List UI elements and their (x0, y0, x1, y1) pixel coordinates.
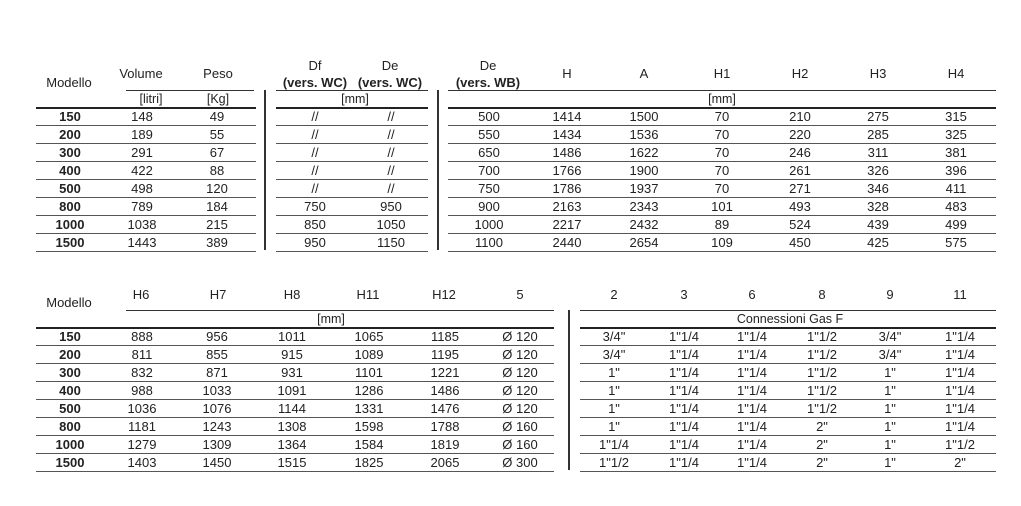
table-cell: 1486 (552, 145, 582, 160)
table-cell: Ø 120 (502, 347, 538, 362)
table-cell: 1076 (202, 401, 232, 416)
table-cell: 109 (711, 235, 733, 250)
table-cell: 67 (209, 145, 225, 160)
header-h8: H8 (283, 287, 301, 302)
table-cell: 1286 (354, 383, 384, 398)
table-cell: 2432 (629, 217, 659, 232)
table-cell: 1" (608, 419, 620, 434)
table-cell: 750 (478, 181, 500, 196)
table-cell: 2217 (552, 217, 582, 232)
table-cell: 2440 (552, 235, 582, 250)
column-separator (264, 90, 266, 250)
table-cell: 411 (945, 181, 967, 196)
table-cell: 1766 (552, 163, 582, 178)
table-cell: 1185 (431, 329, 459, 344)
table-cell: 70 (714, 145, 730, 160)
table-cell: 49 (209, 109, 225, 124)
table-cell: 1"1/4 (945, 347, 975, 362)
table-cell: 1308 (277, 419, 307, 434)
header-de-wb: De (479, 58, 497, 73)
header-rule (126, 310, 554, 311)
header-6: 6 (748, 287, 756, 302)
table-cell: 3/4" (602, 329, 626, 344)
table-cell: 1"1/4 (945, 365, 975, 380)
table-cell: 1515 (277, 455, 307, 470)
table-cell: 1825 (354, 455, 384, 470)
table-cell: 1414 (552, 109, 582, 124)
table-cell: 1" (884, 401, 896, 416)
table-cell: 1"1/4 (737, 329, 767, 344)
table-cell: Ø 120 (502, 401, 538, 416)
table-cell: 1" (884, 383, 896, 398)
header-h1: H1 (713, 66, 731, 81)
header-rule (276, 90, 428, 91)
table-cell: 1" (884, 437, 896, 452)
table-cell: 311 (867, 145, 889, 160)
header-df: Df (308, 58, 322, 73)
table-cell: 1221 (430, 365, 460, 380)
table-cell: 70 (714, 181, 730, 196)
table-cell: 931 (281, 365, 303, 380)
table-cell: 120 (206, 181, 228, 196)
table-cell: 2065 (430, 455, 460, 470)
table-cell: 1"1/4 (737, 401, 767, 416)
table-cell: 1" (608, 401, 620, 416)
header-5: 5 (516, 287, 524, 302)
model-cell: 1500 (55, 235, 85, 250)
table-cell: 215 (206, 217, 228, 232)
table-cell: 1309 (202, 437, 232, 452)
table-cell: 500 (478, 109, 500, 124)
table-cell: 328 (867, 199, 889, 214)
table-cell: Ø 300 (502, 455, 538, 470)
table-cell: 1"1/4 (737, 365, 767, 380)
unit-litri: [litri] (139, 92, 163, 106)
table-cell: 811 (131, 347, 153, 362)
table-cell: 700 (478, 163, 500, 178)
header-h7: H7 (209, 287, 227, 302)
header-2: 2 (610, 287, 618, 302)
table-cell: 1"1/2 (807, 329, 837, 344)
table-cell: 1"1/2 (807, 347, 837, 362)
table-cell: 1181 (128, 419, 156, 434)
table-cell: 1144 (278, 401, 306, 416)
table-cell: 3/4" (878, 329, 902, 344)
table-cell: 101 (711, 199, 733, 214)
table-cell: 1584 (354, 437, 384, 452)
header-h11: H11 (356, 287, 380, 302)
header-3: 3 (680, 287, 688, 302)
table-cell: 1"1/2 (807, 383, 837, 398)
model-cell: 300 (59, 365, 81, 380)
table-cell: 1"1/4 (669, 455, 699, 470)
table-cell: 1" (884, 455, 896, 470)
table-cell: 1"1/4 (945, 329, 975, 344)
table-cell: // (387, 127, 395, 142)
header-df-sub: (vers. WC) (282, 75, 348, 90)
table-cell: 325 (945, 127, 967, 142)
header-volume: Volume (119, 66, 163, 81)
header-h6: H6 (132, 287, 150, 302)
table-cell: 2" (816, 455, 828, 470)
table-cell: 1486 (430, 383, 460, 398)
table-cell: 1"1/4 (737, 383, 767, 398)
unit-connessioni-gas: Connessioni Gas F (736, 312, 844, 326)
table-cell: 1"1/4 (669, 365, 699, 380)
table-cell: 1"1/4 (737, 437, 767, 452)
table-cell: Ø 120 (502, 383, 538, 398)
table-cell: 1"1/4 (737, 455, 767, 470)
table-cell: 915 (281, 347, 303, 362)
table-cell: 3/4" (602, 347, 626, 362)
table-cell: 1243 (202, 419, 232, 434)
table-cell: 1937 (629, 181, 659, 196)
table-cell: 1" (608, 383, 620, 398)
table-cell: Ø 160 (502, 437, 538, 452)
unit-kg: [Kg] (206, 92, 230, 106)
table-cell: 1038 (127, 217, 157, 232)
unit-mm: [mm] (317, 312, 345, 326)
table-cell: Ø 160 (502, 419, 538, 434)
table-cell: 1"1/4 (945, 419, 975, 434)
model-cell: 300 (59, 145, 81, 160)
table-cell: // (387, 163, 395, 178)
table-cell: 88 (209, 163, 225, 178)
table-cell: 575 (945, 235, 967, 250)
header-9: 9 (886, 287, 894, 302)
table-cell: 483 (945, 199, 967, 214)
table-cell: 315 (945, 109, 967, 124)
table-cell: 220 (789, 127, 811, 142)
table-cell: 1"1/2 (807, 401, 837, 416)
table-cell: 1" (608, 365, 620, 380)
table-cell: 1091 (277, 383, 307, 398)
table-cell: 1011 (278, 329, 306, 344)
table-cell: 1033 (202, 383, 232, 398)
table-cell: 2163 (552, 199, 582, 214)
table-cell: 1150 (377, 235, 405, 250)
table-cell: 422 (131, 163, 153, 178)
table-cell: 326 (867, 163, 889, 178)
table-cell: 1403 (127, 455, 157, 470)
header-h4: H4 (947, 66, 965, 81)
table-cell: 832 (131, 365, 153, 380)
table-cell: 246 (789, 145, 811, 160)
table-cell: 291 (131, 145, 153, 160)
table-cell: 1089 (354, 347, 384, 362)
table-cell: 70 (714, 127, 730, 142)
table-cell: 2343 (629, 199, 659, 214)
model-cell: 150 (59, 109, 81, 124)
table-cell: 381 (945, 145, 967, 160)
header-de-wc: De (381, 58, 399, 73)
header-modello: Modello (46, 295, 92, 310)
model-cell: 1500 (55, 455, 85, 470)
table-cell: 1"1/4 (599, 437, 629, 452)
column-separator (568, 310, 570, 470)
table-cell: 425 (867, 235, 889, 250)
table-cell: 900 (478, 199, 500, 214)
header-de-wb-sub: (vers. WB) (455, 75, 521, 90)
header-h2: H2 (791, 66, 809, 81)
table-cell: 2" (816, 419, 828, 434)
table-cell: 55 (209, 127, 225, 142)
table-cell: 1364 (277, 437, 307, 452)
header-modello: Modello (46, 75, 92, 90)
model-cell: 200 (59, 347, 81, 362)
table-cell: 1000 (474, 217, 504, 232)
table-cell: 1"1/4 (669, 437, 699, 452)
header-8: 8 (818, 287, 826, 302)
table-cell: 70 (714, 163, 730, 178)
table-cell: 275 (867, 109, 889, 124)
table-cell: // (387, 145, 395, 160)
table-cell: 1786 (552, 181, 582, 196)
table-cell: 189 (131, 127, 153, 142)
table-cell: 261 (789, 163, 811, 178)
header-h3: H3 (869, 66, 887, 81)
model-cell: 800 (59, 199, 81, 214)
table-cell: 1036 (127, 401, 157, 416)
table-cell: // (387, 109, 395, 124)
table-cell: 950 (304, 235, 326, 250)
model-cell: 1000 (55, 217, 85, 232)
header-h: H (562, 66, 572, 81)
model-cell: 400 (59, 383, 81, 398)
table-cell: 855 (206, 347, 228, 362)
table-cell: 1"1/4 (945, 401, 975, 416)
table-cell: // (311, 145, 319, 160)
table-cell: // (311, 109, 319, 124)
model-cell: 1000 (55, 437, 85, 452)
header-rule (580, 310, 996, 311)
table-cell: 1331 (354, 401, 384, 416)
table-cell: 988 (131, 383, 153, 398)
table-cell: 1900 (629, 163, 659, 178)
table-cell: 1"1/4 (669, 347, 699, 362)
model-cell: 400 (59, 163, 81, 178)
model-cell: 500 (59, 181, 81, 196)
header-rule (126, 90, 254, 91)
table-cell: 2" (954, 455, 966, 470)
table-cell: 888 (131, 329, 153, 344)
table-cell: 1" (884, 365, 896, 380)
model-cell: 800 (59, 419, 81, 434)
table-cell: Ø 120 (502, 329, 538, 344)
table-cell: 1819 (430, 437, 460, 452)
table-cell: 1"1/2 (807, 365, 837, 380)
table-cell: 1450 (202, 455, 232, 470)
table-cell: 1536 (629, 127, 659, 142)
table-cell: 346 (867, 181, 889, 196)
header-de-wc-sub: (vers. WC) (357, 75, 423, 90)
table-cell: 2" (816, 437, 828, 452)
table-cell: 285 (867, 127, 889, 142)
table-cell: 1"1/4 (945, 383, 975, 398)
table-cell: 271 (789, 181, 811, 196)
model-cell: 200 (59, 127, 81, 142)
table-cell: // (311, 181, 319, 196)
table-cell: 1065 (354, 329, 384, 344)
header-11: 11 (953, 287, 967, 302)
table-cell: 396 (945, 163, 967, 178)
table-cell: 499 (945, 217, 967, 232)
header-rule (448, 90, 996, 91)
table-cell: 789 (131, 199, 153, 214)
table-cell: Ø 120 (502, 365, 538, 380)
table-cell: 550 (478, 127, 500, 142)
table-cell: 1"1/4 (669, 401, 699, 416)
table-cell: 1"1/4 (737, 419, 767, 434)
table-cell: 1"1/4 (669, 329, 699, 344)
column-separator (437, 90, 439, 250)
table-cell: 1101 (355, 365, 383, 380)
table-cell: 70 (714, 109, 730, 124)
table-cell: 1050 (376, 217, 406, 232)
table-cell: // (311, 163, 319, 178)
table-cell: 650 (478, 145, 500, 160)
table-cell: 1788 (430, 419, 460, 434)
unit-mm: [mm] (341, 92, 369, 106)
table-cell: // (311, 127, 319, 142)
model-cell: 500 (59, 401, 81, 416)
header-peso: Peso (203, 66, 233, 81)
table-cell: 1"1/2 (599, 455, 629, 470)
table-cell: 750 (304, 199, 326, 214)
table-cell: 871 (206, 365, 228, 380)
table-cell: 956 (206, 329, 228, 344)
table-cell: 148 (131, 109, 153, 124)
table-cell: 950 (380, 199, 402, 214)
table-cell: // (387, 181, 395, 196)
table-cell: 450 (789, 235, 811, 250)
table-cell: 3/4" (878, 347, 902, 362)
table-cell: 850 (304, 217, 326, 232)
header-a: A (639, 66, 649, 81)
table-cell: 1598 (354, 419, 384, 434)
table-cell: 1"1/2 (945, 437, 975, 452)
table-cell: 1476 (430, 401, 460, 416)
table-cell: 210 (789, 109, 811, 124)
table-cell: 1100 (475, 235, 503, 250)
table-cell: 1434 (552, 127, 582, 142)
table-cell: 439 (867, 217, 889, 232)
table-cell: 1"1/4 (669, 419, 699, 434)
table-cell: 1" (884, 419, 896, 434)
table-cell: 89 (714, 217, 730, 232)
model-cell: 150 (59, 329, 81, 344)
table-cell: 1500 (629, 109, 659, 124)
unit-mm: [mm] (708, 92, 736, 106)
table-cell: 389 (206, 235, 228, 250)
header-h12: H12 (432, 287, 456, 302)
table-cell: 524 (789, 217, 811, 232)
table-cell: 184 (206, 199, 228, 214)
table-cell: 1"1/4 (669, 383, 699, 398)
table-cell: 1622 (629, 145, 659, 160)
table-cell: 1443 (127, 235, 157, 250)
table-cell: 1279 (127, 437, 157, 452)
table-cell: 1"1/4 (737, 347, 767, 362)
table-cell: 2654 (629, 235, 659, 250)
table-cell: 493 (789, 199, 811, 214)
table-cell: 498 (131, 181, 153, 196)
table-cell: 1195 (431, 347, 459, 362)
